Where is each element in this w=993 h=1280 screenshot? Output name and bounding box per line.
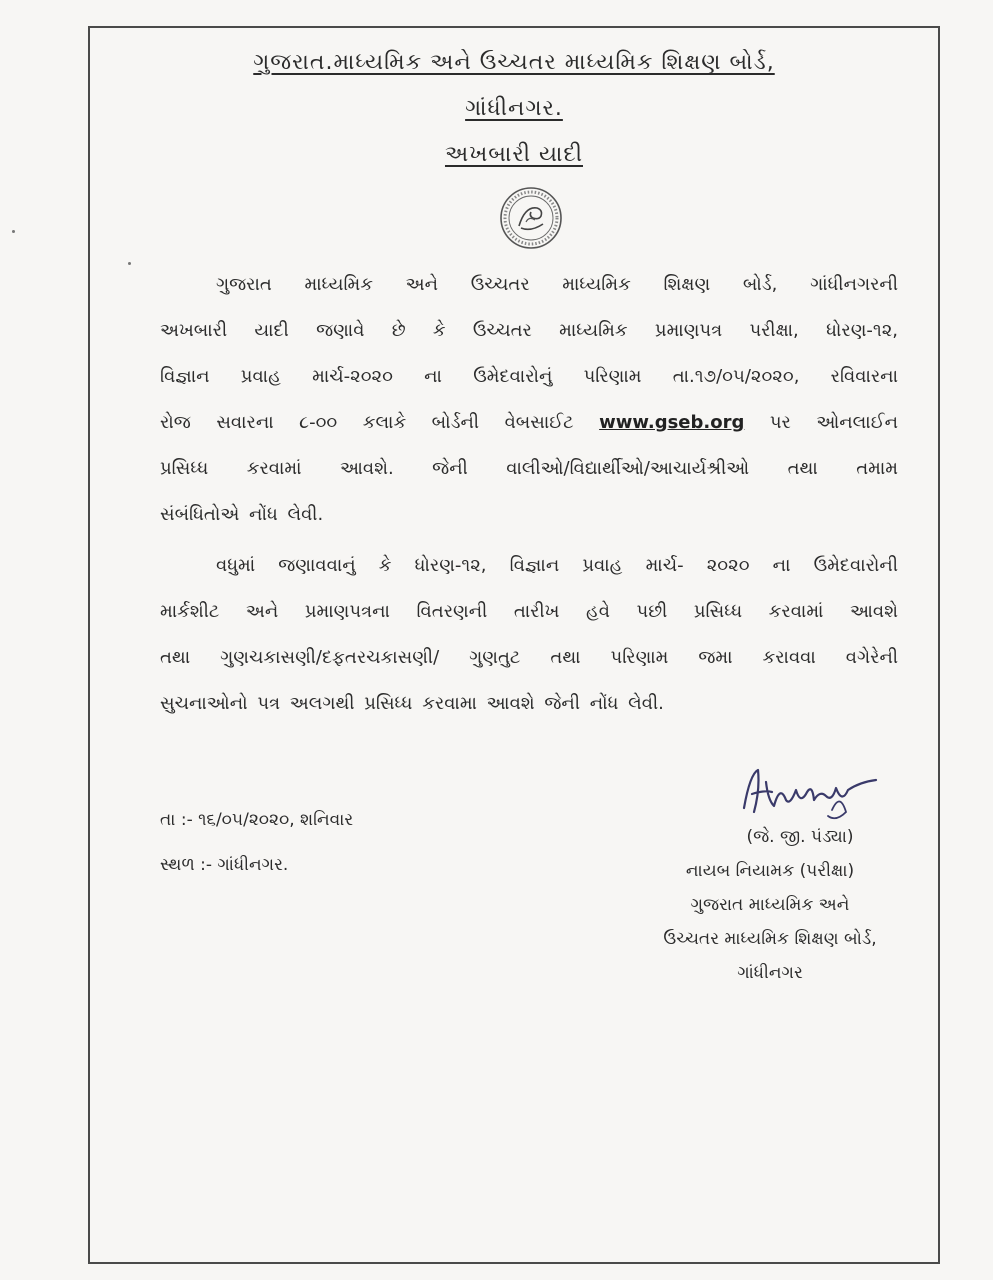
paragraph-distribution-notice (160, 543, 898, 727)
paragraph-line: તથા ગુણચકાસણી/દફતરચકાસણી/ ગુણતુટ તથા પરિણામ જમા કરાવવા વગેરેની (160, 647, 898, 668)
paragraph-line: વધુમાં જણાવવાનું કે ધોરણ-૧૨, વિજ્ઞાન પ્રવાહ માર્ચ- ૨૦૨૦ ના ઉમેદવારોની (216, 555, 898, 576)
press-release-heading: અખબારી યાદી (444, 142, 583, 167)
page-title: ગુજરાત.માધ્યમિક અને ઉચ્ચતર માધ્યમિક શિક્ષણ બોર્ડ, (253, 50, 775, 75)
paragraph-text: પર ઓનલાઈન (769, 412, 898, 433)
paragraph-line: વિજ્ઞાન પ્રવાહ માર્ચ-૨૦૨૦ ના ઉમેદવારોનું પરિણામ તા.૧૭/૦૫/૨૦૨૦, રવિવારના (160, 366, 898, 387)
paragraph-line: માર્કશીટ અને પ્રમાણપત્રના વિતરણની તારીખ હવે પછી પ્રસિધ્ધ કરવામાં આવશે (160, 601, 898, 622)
signatory-org-line: ગુજરાત માધ્યમિક અને (690, 895, 850, 915)
scan-speck (12, 230, 15, 233)
signatory-block (620, 820, 920, 990)
signatory-name: (જે. જી. પંડ્યા) (746, 827, 854, 847)
scan-speck (128, 262, 131, 265)
paragraph-line: ગુજરાત માધ્યમિક અને ઉચ્ચતર માધ્યમિક શિક્ષણ બોર્ડ, ગાંધીનગરની (216, 274, 898, 295)
signatory-org-line: ગાંધીનગર (737, 963, 803, 983)
issue-date: તા :- ૧૬/૦૫/૨૦૨૦, શનિવાર (160, 810, 354, 830)
signature-image (736, 760, 886, 826)
paragraph-line: પ્રસિધ્ધ કરવામાં આવશે. જેની વાલીઓ/વિદ્યાર્થીઓ/આચાર્યશ્રીઓ તથા તમામ (160, 458, 898, 479)
paragraph-line: અખબારી યાદી જણાવે છે કે ઉચ્ચતર માધ્યમિક પ્રમાણપત્ર પરીક્ષા, ધોરણ-૧૨, (160, 320, 898, 341)
board-seal-icon (499, 186, 563, 250)
issue-place: સ્થળ :- ગાંધીનગર. (160, 855, 289, 875)
page-subtitle-city: ગાંધીનગર. (465, 96, 563, 121)
signatory-org-line: ઉચ્ચતર માધ્યમિક શિક્ષણ બોર્ડ, (663, 929, 877, 949)
paragraph-line-website (160, 400, 898, 446)
paragraph-text: રોજ સવારના ૮-૦૦ કલાકે બોર્ડની વેબસાઈટ (160, 412, 574, 433)
paragraph-line: સંબંધિતોએ નોંધ લેવી. (160, 504, 324, 525)
paragraph-announcement (160, 262, 898, 538)
paragraph-line: સુચનાઓનો પત્ર અલગથી પ્રસિધ્ધ કરવામા આવશે જેની નોંધ લેવી. (160, 693, 664, 714)
website-link[interactable]: www.gseb.org (599, 412, 745, 433)
signatory-designation: નાયબ નિયામક (પરીક્ષા) (685, 861, 855, 881)
